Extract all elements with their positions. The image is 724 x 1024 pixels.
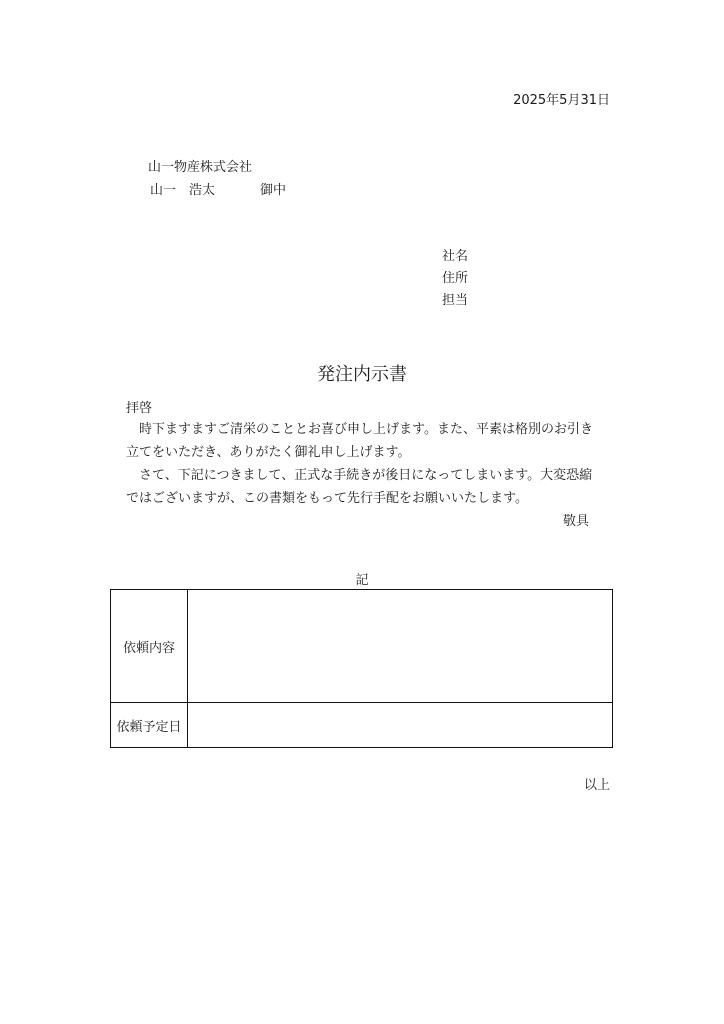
- end-mark: 以上: [583, 778, 610, 793]
- sender-address-label: 住所: [442, 271, 469, 286]
- document-date: 2025年5月31日: [513, 93, 610, 108]
- sender-company-label: 社名: [442, 249, 469, 264]
- recipient-company: 山一物産株式会社: [148, 160, 253, 175]
- body-paragraph-1: 時下ますますご清栄のこととお喜び申し上げます。また、平素は格別のお引き立てをいただき、ありがたく御礼申し上げます。: [126, 422, 593, 460]
- recipient-line: [150, 179, 286, 198]
- request-date-label: 依頼予定日: [111, 703, 188, 748]
- request-date-value[interactable]: [188, 703, 613, 748]
- salutation: 拝啓: [126, 401, 153, 416]
- request-content-label: 依頼内容: [111, 590, 188, 703]
- letter-body: [126, 418, 596, 510]
- order-table: [110, 589, 613, 748]
- closing: 敬具: [562, 514, 589, 529]
- recipient-honorific: 御中: [260, 183, 287, 198]
- sender-contact-label: 担当: [442, 293, 469, 308]
- ki-heading: 記: [355, 573, 369, 588]
- document-title: 発注内示書: [317, 364, 407, 385]
- sender-block: [442, 246, 468, 312]
- request-content-value[interactable]: [188, 590, 613, 703]
- body-paragraph-2: さて、下記につきまして、正式な手続きが後日になってしまいます。大変恐縮ではございますが、この書類をもって先行手配をお願いいたします。: [126, 468, 593, 506]
- table-row: [111, 590, 613, 703]
- recipient-person: 山一 浩太: [150, 183, 216, 198]
- table-row: [111, 703, 613, 748]
